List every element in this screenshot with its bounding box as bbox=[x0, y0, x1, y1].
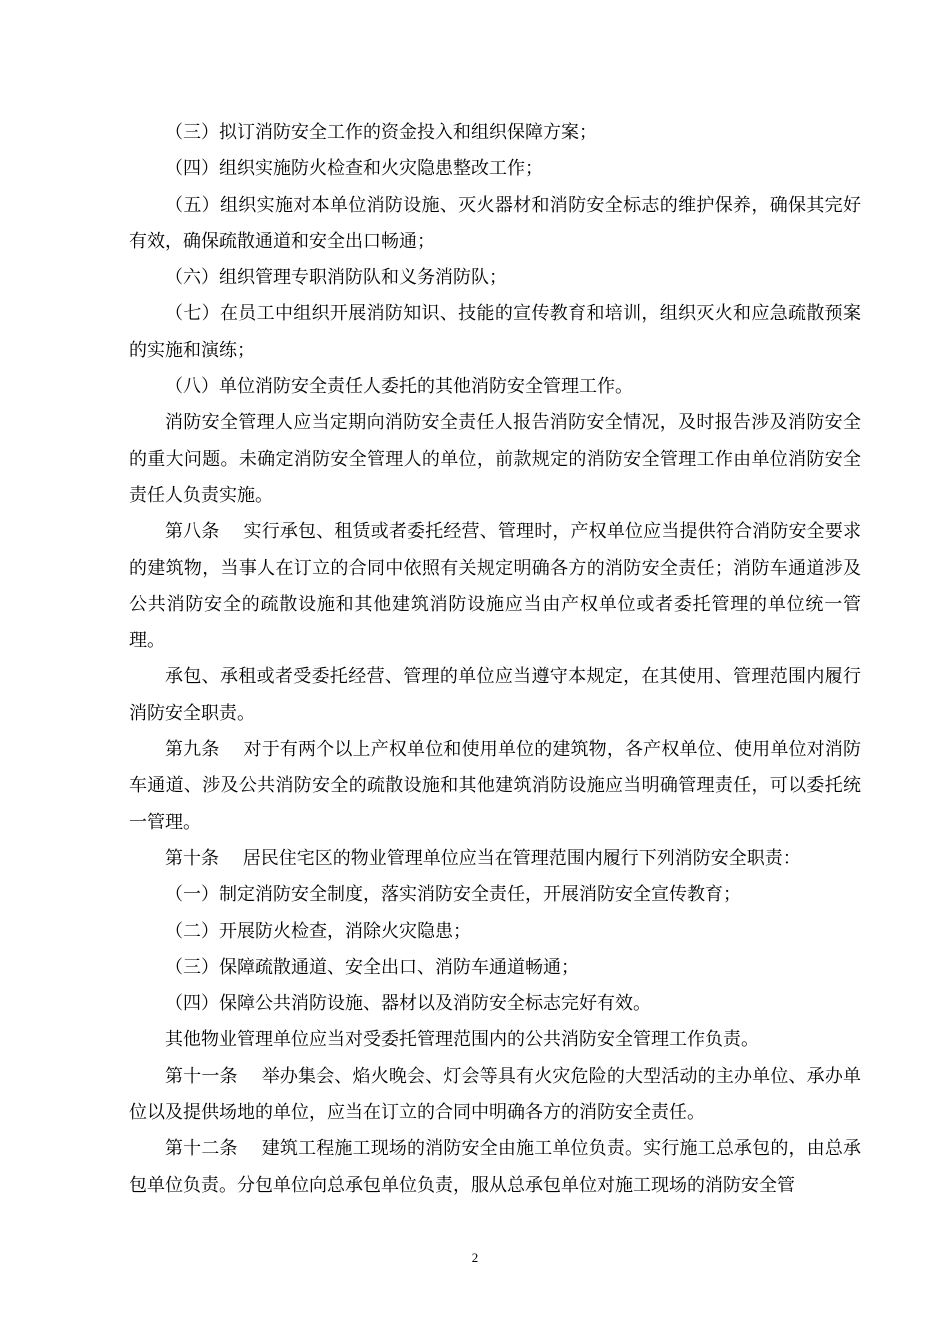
paragraph: （五）组织实施对本单位消防设施、灭火器材和消防安全标志的维护保养，确保其完好有效，确保疏散通道和安全出口畅通； bbox=[129, 194, 861, 252]
paragraph: （六）组织管理专职消防队和义务消防队； bbox=[165, 267, 507, 289]
paragraph: （三）保障疏散通道、安全出口、消防车通道畅通； bbox=[165, 956, 579, 978]
paragraph: （八）单位消防安全责任人委托的其他消防安全管理工作。 bbox=[165, 376, 633, 398]
paragraph: 第九条 对于有两个以上产权单位和使用单位的建筑物，各产权单位、使用单位对消防车通道、涉及公共消防安全的疏散设施和其他建筑消防设施应当明确管理责任，可以委托统一管理。 bbox=[129, 739, 861, 833]
body-text bbox=[129, 115, 861, 1204]
paragraph: （四）保障公共消防设施、器材以及消防安全标志完好有效。 bbox=[165, 993, 651, 1015]
paragraph: 第八条 实行承包、租赁或者委托经营、管理时，产权单位应当提供符合消防安全要求的建筑物，当事人在订立的合同中依照有关规定明确各方的消防安全责任；消防车通道涉及公共消防安全的疏散设施和其他建筑消防设施应当由产权单位或者委托管理的单位统一管理。 bbox=[129, 521, 861, 652]
page-number: 2 bbox=[471, 1250, 479, 1265]
paragraph: 消防安全管理人应当定期向消防安全责任人报告消防安全情况，及时报告涉及消防安全的重大问题。未确定消防安全管理人的单位，前款规定的消防安全管理工作由单位消防安全责任人负责实施。 bbox=[129, 412, 861, 506]
paragraph: （四）组织实施防火检查和火灾隐患整改工作； bbox=[165, 158, 543, 180]
paragraph: 第十条 居民住宅区的物业管理单位应当在管理范围内履行下列消防安全职责： bbox=[165, 847, 801, 869]
paragraph: （二）开展防火检查，消除火灾隐患； bbox=[165, 920, 471, 942]
paragraph: 第十二条 建筑工程施工现场的消防安全由施工单位负责。实行施工总承包的，由总承包单位负责。分包单位向总承包单位负责，服从总承包单位对施工现场的消防安全管 bbox=[129, 1138, 861, 1196]
paragraph: 其他物业管理单位应当对受委托管理范围内的公共消防安全管理工作负责。 bbox=[165, 1029, 759, 1051]
paragraph: 承包、承租或者受委托经营、管理的单位应当遵守本规定，在其使用、管理范围内履行消防安全职责。 bbox=[129, 666, 861, 724]
paragraph: 第十一条 举办集会、焰火晚会、灯会等具有火灾危险的大型活动的主办单位、承办单位以及提供场地的单位，应当在订立的合同中明确各方的消防安全责任。 bbox=[129, 1065, 861, 1124]
paragraph: （七）在员工中组织开展消防知识、技能的宣传教育和培训，组织灭火和应急疏散预案的实施和演练； bbox=[129, 303, 861, 361]
paragraph: （一）制定消防安全制度，落实消防安全责任，开展消防安全宣传教育； bbox=[165, 884, 741, 906]
paragraph: （三）拟订消防安全工作的资金投入和组织保障方案； bbox=[165, 122, 597, 143]
